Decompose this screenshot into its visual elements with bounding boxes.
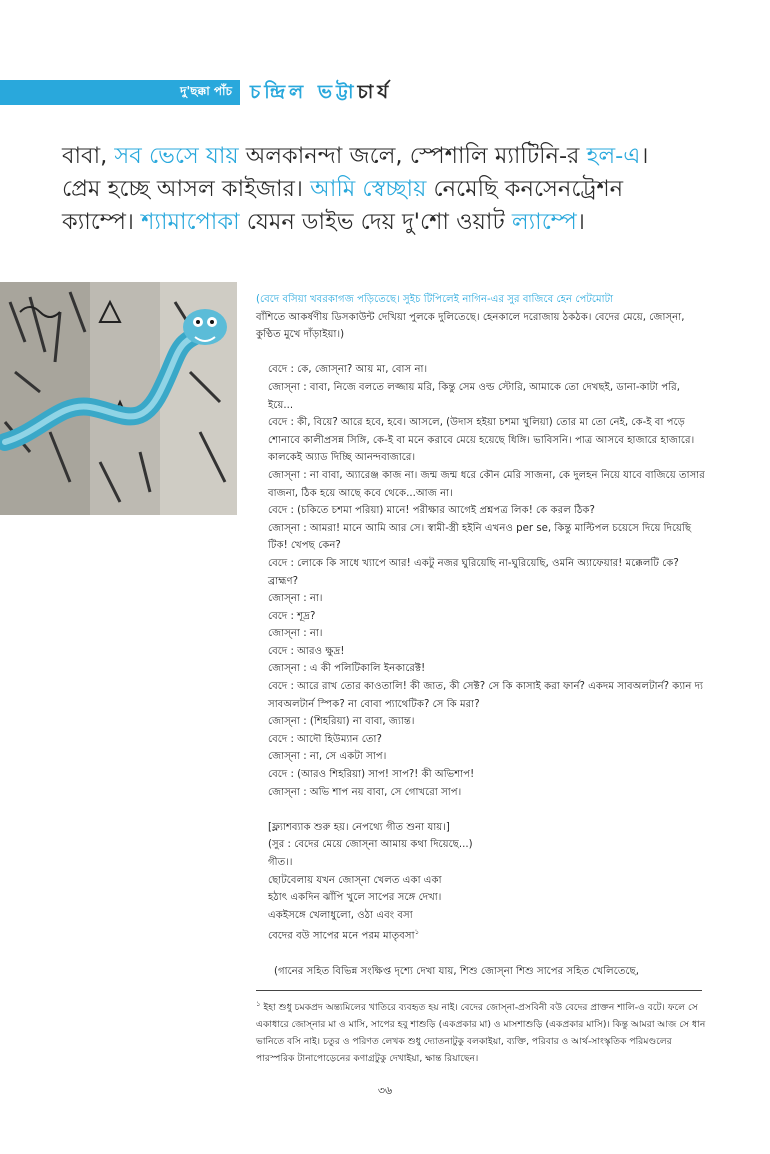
footnote-paragraph: [256, 996, 706, 1067]
dialogue-line: জোস্‌না : এ কী পলিটিকালি ইনকারেক্ট!: [268, 663, 426, 675]
graffiti-snake-photo: [0, 282, 237, 515]
author-last-name-a: ভট্টা: [317, 81, 358, 103]
dialogue-line: জোস্‌না : না।: [268, 628, 323, 640]
author-name: [250, 80, 392, 105]
dialogue-line: জোস্‌না : না বাবা, অ্যারেঞ্জ কাজ না। জন্ম জন্ম ধরে কৌন মেরি সাজনা, কে দুলহন নিয়ে যাবে বাজিয়ে তাসার বাজনা, ঠিক হয়ে আছে কবে থেকে...আজ না।: [268, 469, 705, 499]
song-line: [256, 924, 706, 945]
column-name: দু'ছক্কা পাঁচ: [180, 83, 232, 98]
headline-line-1: [62, 140, 722, 173]
footnote: [256, 996, 706, 1067]
song-line-text: বেদের বউ সাপের মনে পরম মাতৃবসা: [268, 930, 415, 942]
dialogue-line: জোস্‌না : বাবা, নিজে বলতে লজ্জায় মরি, কিন্তু সেম ওল্ড স্টোরি, আমাকে তো দেখছই, ডানা-কাটা পরি, ইয়ে...: [268, 381, 680, 411]
headline-highlight: সব ভেসে যায়: [114, 143, 239, 169]
dialogue-line: বেদে : লোকে কি সাধে খ্যাপে আর! একটু নজর ঘুরিয়েছি না-ঘুরিয়েছি, ওমনি অ্যাফেয়ার! মক্কেলটি কে? ব্রাহ্মণ?: [268, 557, 679, 587]
headline-line-2: [62, 173, 722, 206]
headline-highlight: শ্যামাপোকা: [141, 209, 240, 235]
headline-text: নেমেছি কনসেনট্রেশন: [426, 176, 624, 202]
author-last-name-b: চার্য: [357, 81, 393, 103]
dialogue-line: জোস্‌না : আমরা! মানে আমি আর সে। স্বামী-স্ত্রী হইনি এখনও per se, কিন্তু মাল্টিপল চয়েসে দিয়ে দিয়েছি টিক! খেপছ কেন?: [268, 522, 692, 552]
headline-text: যেমন ডাইভ দেয় দু'শো ওয়াট: [239, 209, 512, 235]
headline-line-3: [62, 206, 722, 239]
column-band: [0, 80, 240, 105]
dialogue-line: বেদে : আরে রাখ তোর কাওতালি! কী জাত, কী সেক্ট? সে কি কাসাই করা ফার্ন? একদম সাবঅলটার্ন? ক্যান দ্য সাবঅলটার্ন স্পিক? না বোবা প্যাথেটিক? সে কি মরা?: [268, 681, 703, 710]
song-line: ছোটবেলায় যখন জোস্‌না খেলত একা একা: [268, 874, 442, 886]
dialogue-line: বেদে : (আরও শিহরিয়া) সাপ! সাপ?! কী অভিশাপ!: [268, 769, 475, 781]
dialogue-line: বেদে : আরও ক্ষুদ্র!: [268, 645, 345, 657]
footnote-marker[interactable]: ১: [414, 928, 420, 937]
headline-text: বাবা,: [62, 143, 115, 169]
song-line: গীত।।: [268, 857, 293, 868]
author-space: [307, 81, 318, 103]
headline-text: ।: [640, 143, 649, 169]
footnote-text: ইহা শুধু চমকপ্রদ অন্ত্যমিলের খাতিরে ব্যবহৃত হয় নাই। বেদের জোস্‌না-প্রসবিনী বউ বেদের প্রাক্তন শালি-ও বটে। ফলে সে একাধারে জোস্‌নার মা ও মাসি, সাপের হবু শাশুড়ি (একপ্রকার মা) ও মাসশাশুড়ি (একপ্রকার মাসি)। কিন্তু আমরা আজ সে ধান ভানিতে বসি নাই। চতুর ও পরিণত লেখক শুধু দ্যোতনাটুকু বলকাইয়া, ব্যক্তি, পরিবার ও আর্থ-সাংস্কৃতিক পরিমণ্ডলের পারস্পরিক টানাপোড়েনের কণাগ্রটুকু দেখাইয়া, ক্ষান্ত রিয়াছেন।: [256, 1002, 706, 1065]
spacer: [256, 344, 706, 362]
song-line: একইসঙ্গে খেলাধুলো, ওঠা এবং বসা: [268, 909, 413, 921]
footnote-divider: [256, 990, 702, 991]
dialogue-line: বেদে : কে, জোস্‌না? আয় মা, বোস না।: [268, 364, 428, 376]
headline-text: অলকানন্দা জলে, স্পেশালি ম্যাটিনি-র: [238, 143, 587, 169]
dialogue-line: বেদে : শূদ্র?: [268, 610, 316, 622]
dialogue-line: জোস্‌না : অভি শাপ নয় বাবা, সে গোখরো সাপ।: [268, 786, 462, 798]
song-line: (সুর : বেদের মেয়ে জোস্‌না আমায় কথা দিয়েছে...): [268, 839, 473, 851]
stage-direction: বাঁশিতে আকর্ষণীয় ডিসকাউন্ট দেখিয়া পুলকে দুলিতেছে। হেনকালে দরোজায় ঠকঠক। বেদের মেয়ে, জোস্‌না, কুণ্ঠিত মুখে দাঁড়াইয়া।): [256, 311, 685, 341]
dialogue-line: জোস্‌না : না, সে একটা সাপ।: [268, 751, 387, 763]
headline-text: ।: [576, 209, 585, 235]
headline-highlight: ল্যাম্পে: [511, 209, 577, 235]
stage-direction-intro: (বেদে বসিয়া খবরকাগজ পড়িতেছে। সুইচ টিপিলেই নাগিন-এর সুর বাজিবে হেন পেটমোটা: [256, 294, 614, 305]
page-number: ৩৬: [377, 1084, 393, 1097]
dialogue-line: বেদে : আদৌ হিউম্যান তো?: [268, 733, 382, 745]
dialogue-line: জোস্‌না : না।: [268, 593, 323, 605]
dialogue-line: জোস্‌না : (শিহরিয়া) না বাবা, জ্যান্ত।: [268, 716, 415, 728]
author-first-name: চন্দ্রিল: [250, 81, 308, 103]
footnote-number: ১: [256, 1000, 261, 1008]
dialogue-line: বেদে : কী, বিয়ে? আরে হবে, হবে। আসলে, (উদাস হইয়া চশমা খুলিয়া) তোর মা তো নেই, কে-ই বা পড়ে শোনাবে কালীপ্রসন্ন সিঙ্গি, কে-ই বা মনে করাবে মেয়ে হয়েছে ধিঙ্গি। ভাবিসনি। পাত্র আসবে হাজারে হাজারে। কালকেই অ্যাড দিচ্ছি আনন্দবাজারে।: [268, 417, 695, 464]
headline-text: প্রেম হচ্ছে আসল কাইজার।: [62, 176, 311, 202]
song-line: [ফ্ল্যাশব্যাক শুরু হয়। নেপথ্যে গীত শুনা যায়।]: [268, 821, 450, 833]
headline-highlight: হল-এ: [586, 143, 641, 169]
script-body: [256, 291, 706, 981]
spacer: [256, 801, 706, 819]
headline-text: ক্যাম্পে।: [62, 209, 142, 235]
stage-direction-closing: (গানের সহিত বিভিন্ন সংক্ষিপ্ত দৃশ্যে দেখা যায়, শিশু জোস্‌না শিশু সাপের সহিত খেলিতেছে,: [274, 965, 639, 977]
headline: [62, 140, 722, 239]
dialogue-line: বেদে : (চকিতে চশমা পরিয়া) মানে! পরীক্ষার আগেই প্রশ্নপত্র লিক! কে করল ঠিক?: [268, 505, 595, 517]
headline-highlight: আমি স্বেচ্ছায়: [310, 176, 427, 202]
spacer: [256, 945, 706, 963]
song-line: হঠাৎ একদিন ঝাঁপি খুলে সাপের সঙ্গে দেখা।: [268, 892, 442, 904]
